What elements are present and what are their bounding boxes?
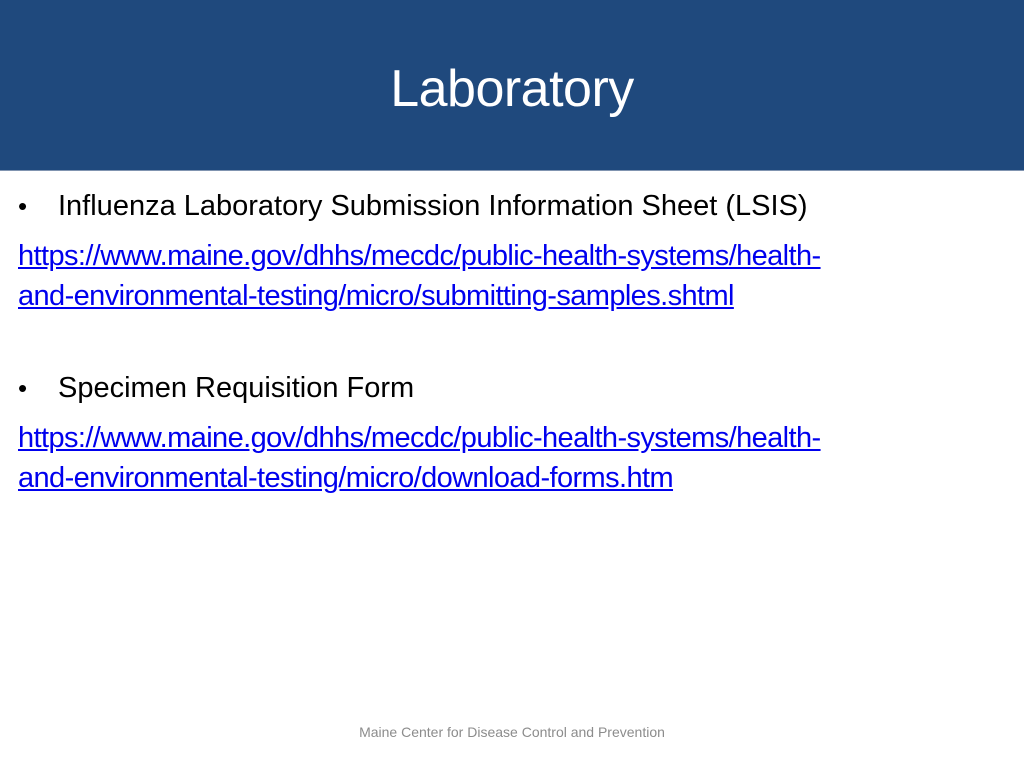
item-requisition-form — [18, 368, 1008, 498]
item-lsis — [18, 186, 1008, 316]
lsis-link[interactable] — [18, 236, 1008, 316]
bullet-row — [18, 368, 1008, 408]
slide-title: Laboratory — [390, 60, 634, 118]
item-label: Specimen Requisition Form — [58, 372, 415, 404]
link-line-1[interactable]: https://www.maine.gov/dhhs/mecdc/public-health-systems/health- — [18, 422, 821, 454]
link-line-2[interactable]: and-environmental-testing/micro/download-forms.htm — [18, 462, 674, 494]
item-label: Influenza Laboratory Submission Information Sheet (LSIS) — [58, 190, 808, 222]
link-line-2[interactable]: and-environmental-testing/micro/submitting-samples.shtml — [18, 280, 734, 312]
bullet-icon: • — [18, 191, 28, 221]
slide-footer: Maine Center for Disease Control and Prevention — [359, 724, 665, 740]
requisition-form-link[interactable] — [18, 418, 1008, 498]
title-band — [0, 0, 1024, 171]
slide-content — [18, 186, 1008, 550]
bullet-icon: • — [18, 373, 28, 403]
link-line-1[interactable]: https://www.maine.gov/dhhs/mecdc/public-health-systems/health- — [18, 240, 821, 272]
bullet-row — [18, 186, 1008, 226]
